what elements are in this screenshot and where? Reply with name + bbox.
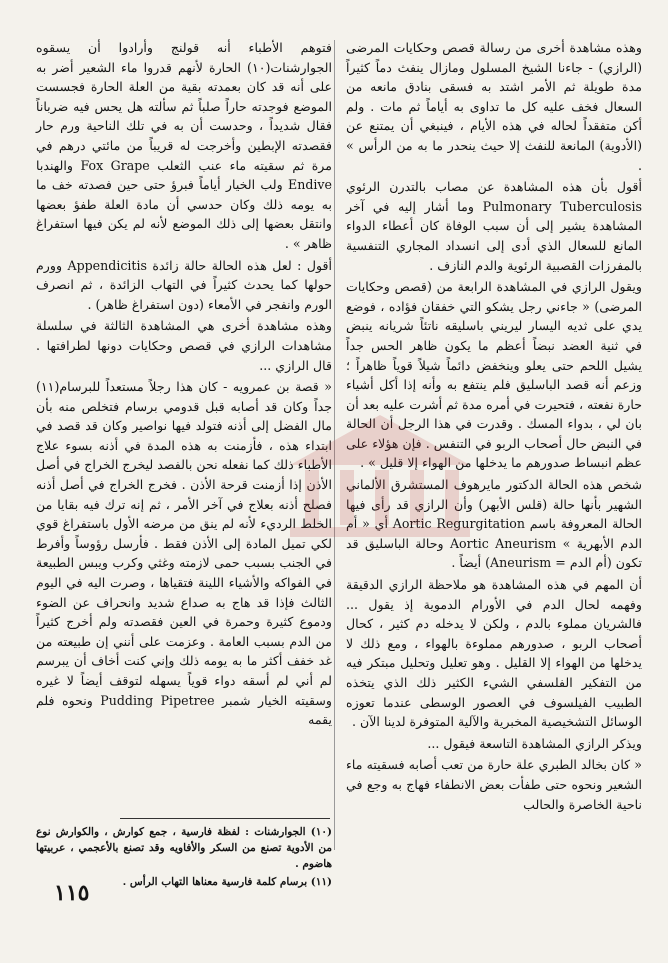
page-number: ١١٥ — [54, 880, 90, 906]
paragraph: وهذه مشاهدة أخرى من رسالة قصص وحكايات المرضى (الرازي) - جاءنا الشيخ المسلول ومازال ينفث دماً كثيراً مدة طويلة ثم الأمر اشتد به فسقى بنادق مانعه من السعال فخف عليه كل ما تداوى به أياماً ثم مات . ولم أكن متفقداً لحاله في هذه الأيام ، فينبغي أن يمتنع عن (الأدوية) المانعة للنفث إلا حيث ينحدر ما به من الرأس » . — [346, 40, 642, 173]
right-column — [346, 38, 642, 816]
paragraph: « كان بخالد الطبري علة حارة من تعب أصابه فسقيته ماء الشعير ونحوه حتى طفأت بعض الانطفاء فهاج به وجع في ناحية الخاصرة والحالب — [346, 757, 642, 812]
paragraph: أن المهم في هذه المشاهدة هو ملاحظة الرازي الدقيقة وفهمه لحال الدم في الأورام الدموية إذ يقول ... فالشريان مملوء بالدم ، ولكن لا يدخله دم كثير ، كحال أصحاب الربو ، صدورهم مملوءة بالهواء ، ومع ذلك لا يدخلها من الهواء إلا القليل . وهو تعليل وتحليل مبتكر فيه من التفكير الفلسفي الشيء الكثير ذلك الذي يتخذه الطبيب الفيلسوف في العصور الوسطى عندما تعوزه الوسائل التشخيصية المخبرية والآلية المتوفرة لدينا الآن . — [346, 577, 642, 730]
paragraph: أقول : لعل هذه الحالة حالة زائدة Appendicitis وورم حولها كما يحدث كثيراً في التهاب الزائدة ، ثم انصرف الورم وانفجر في الأمعاء (دون استفراغ ظاهر) . — [36, 257, 333, 312]
column-divider — [334, 40, 335, 850]
paragraph: شخص هذه الحالة الدكتور مايرهوف المستشرق الألماني الشهير بأنها حالة (قلس الأبهر) وأن الرازي قد رأى فيها الحالة المعروفة باسم Aortic Regurgitation أي « أم الدم الأبهرية » Aortic Aneurism وحالة الباسليق قد تكون (أم الدم = Aneurism) أيضاً . — [346, 477, 642, 571]
paragraph: أقول بأن هذه المشاهدة عن مصاب بالتدرن الرئوي Pulmonary Tuberculosis وما أشار إليه في آخر المشاهدة يشير إلى أن سبب الوفاة كان أعطاء الدواء المانع للسعال الذي أدى إلى انسداد المجاري التنفسية بالمفرزات القصبية الرئوية والدم النازف . — [346, 179, 642, 273]
paragraph: وهذه مشاهدة أخرى هي المشاهدة الثالثة في سلسلة مشاهدات الرازي في قصص وحكايات دونها لطرافتها . قال الرازي ... — [36, 318, 332, 373]
footnote: (١١) برسام كلمة فارسية معناها التهاب الرأس . — [122, 876, 332, 888]
left-column — [36, 38, 332, 732]
paragraph: « قصة بن عمرويه - كان هذا رجلاً مستعداً للبرسام(١١) جداً وكان قد أصابه قبل قدومي برسام فتخلص منه بأن مال الفضل إلى أذنه فتولد فيها نواصير وكان قد قصد في ابتداء هذه ، فأزمنت به هذه المدة في أذنه بسوء علاج الأطباء ذلك كما نفعله نحن بالفصد ليخرج الخراج في أصل الأذن إذا أزمنت قرحة الأذن . فخرج الخراج في أصل أذنه فصلح أذنه بعلاج في آخر الأمر ، ثم إنه ترك فيه بقايا من الخلط الرديء لأنه لم ينق من مرضه الأول باستفراغ قوي لكي تميل المادة إلى الأذن فقط . فأرسل رؤوساً وأفرط في الجنب بسبب حمى لازمته وغثي وكرب ويبس الطبيعة في الفواكه والأشياء اللينة فتقياها ، وصرت اليه في اليوم الثالث فإذا قد هاج به صداع شديد وانحراف عن الضوء ودموع كثيرة وحمرة في العين فقصدته ولم أخرج كثيراً من الدم بسبب العامة . وعزمت على أنني إن طبيعته من غد خفف أكثر ما به يومه ذلك وإني كنت أخاف أن يبرسم لم أني لم أسقه دواء قوياً يسهله لتوقف أيضاً لا غيره وسقيته الخيار شمبر Pudding Pipetree ونحوه فلم يقمه — [36, 379, 332, 728]
footnote-rule — [120, 818, 330, 819]
paragraph: ويقول الرازي في المشاهدة الرابعة من (قصص وحكايات المرضى) « جاءني رجل يشكو التي خفقان فؤاده ، فوضع يدي على ثديه اليسار ليريني باسليقه ناتئاً شريانه ينبض في ثنية العضد نبضاً أعظم ما يكون ظاهر الحس جداً يشيل اللحم حتى يعلو وينخفض دائماً شيلاً قوياً ظاهراً ؛ وزعم أنه قصد الباسليق فلم ينتفع به وأنه إذا أكل أشياء حارة نفعته ، فتحيرت في أمره مدة ثم أشرت عليه بعد أن بان لي ، بدواء المسك . وقدرت في هذا الرجل أن الحالة في النبض حال أصحاب الربو في التنفس . فإن هؤلاء على عظم انبساط صدورهم ما يدخلها من الهواء إلا قليل » . — [346, 279, 642, 471]
footnote: (١٠) الجوارشنات : لفظة فارسية ، جمع كوارش ، والكوارش نوع من الأدوية تصنع من السكر والأفاويه وقد تصنع بالأعجمي ، عربيتها هاضوم . — [36, 826, 332, 870]
paragraph: فتوهم الأطباء أنه قولنج وأرادوا أن يسقوه الجوارشنات(١٠) الحارة لأنهم قدروا ماء الشعير أضر به على أنه قد كان بعمدته بقية من العلة الحارة فجسست الموضع فوجدته حاراً صلباً ثم سألته هل يحس فيه ضرباناً فقال شديداً ، وحدست أن به في تلك الناحية ورم حار فقصدته الإبطين وأخرجت له قريباً من مائتي درهم في مرة ثم سقيته ماء عنب الثعلب Fox Grape والهندبا Endive ولب الخيار أياماً فبرؤ حتى حين فصدته خف ما به يومه ذلك وكان حدسي أن مادة العلة طفؤ بعضها وانتقل بعضها إلى ذلك الموضع لأنه لم يكن فيها استفراغ ظاهر » . — [36, 40, 332, 251]
paragraph: ويذكر الرازي المشاهدة التاسعة فيقول ... — [427, 735, 642, 751]
